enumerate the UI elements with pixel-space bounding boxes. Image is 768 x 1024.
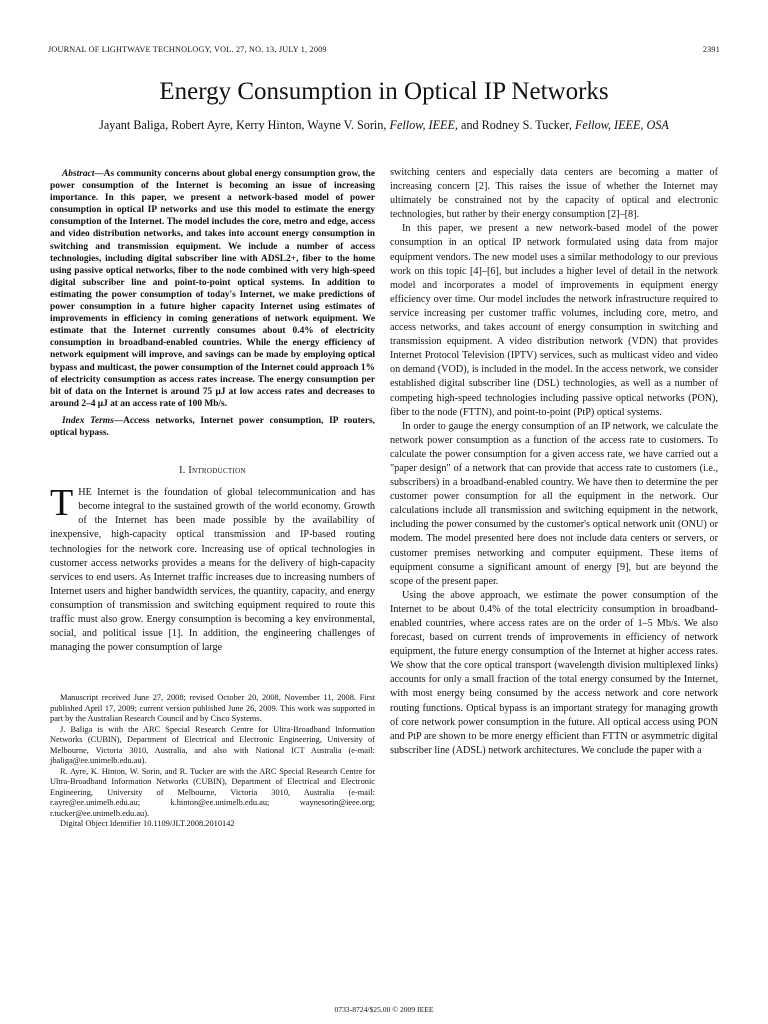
abstract — [50, 168, 375, 410]
intro-first-word: HE — [78, 487, 92, 499]
body-paragraph: In this paper, we present a new network-based model of the power consumption in an optical IP network formulated using data from major equipment vendors. The new model uses a similar methodology to our previous work on this topic [4]–[6], but includes a higher level of detail in the network model and incorporates a model of improvements in equipment energy efficiency over time. Our model includes the network infrastructure required to service increasing per customer traffic volumes, including core, metro, and access networks, and takes account of energy consumption in switching and transmission equipment. A video distribution network (VDN) that provides Internet Protocol Television (IPTV) services, such as multicast video and video on demand (VOD), is included in the model. In the access network, we consider established digital subscriber line (DSL) technologies, as well as a number of competing high-speed technologies including passive optical networks (PON), fiber to the node (FTTN), and point-to-point (PtP) optical systems. — [390, 223, 718, 418]
footnote-manuscript: Manuscript received June 27, 2008; revised October 20, 2008, November 11, 2008. First published April 17, 2009; current version published June 26, 2009. This work was supported in part by the Australian Research Council and by Cisco Systems. — [50, 693, 375, 724]
body-paragraph: Using the above approach, we estimate the power consumption of the Internet to be about 0.4% of the total electricity consumption in broadband-enabled countries, where access rates are on the order of 1–5 Mb/s. We also forecast, based on current trends of improvements in efficiency of network equipment, the future energy consumption of the Internet at higher access rates. We show that the core optical transport (wavelength division multiplexed links) accounts for only a small fraction of the total energy consumed by the Internet, with most energy being consumed by the access network and core network routing functions. Optical bypass is an important strategy for managing growth of core network power consumption in the future. All optical access using PON and PtP are shown to be more energy efficient than FTTN or asymmetric digital subscriber line (ADSL) network architectures. We conclude the paper with a — [390, 589, 718, 756]
section-heading: I. Introduction — [179, 465, 246, 477]
tucker-affiliation: Fellow, IEEE, OSA — [574, 118, 669, 132]
running-header — [48, 45, 720, 54]
author-line — [0, 118, 768, 133]
footnote-baliga: J. Baliga is with the ARC Special Research Centre for Ultra-Broadband Information Networks (CUBIN), Department of Electrical and Electronic Engineering, University of Melbourne, Victoria 3010, Australia, and also with National ICT Australia (e-mail: jbaliga@ee.unimelb.edu.au). — [50, 724, 375, 766]
right-column — [390, 166, 718, 758]
footnote-coauthors: R. Ayre, K. Hinton, W. Sorin, and R. Tucker are with the ARC Special Research Centre for Ultra-Broadband Information Networks (CUBIN), Department of Electrical and Electronic Engineering, University of Melbourne, Victoria 3010, Australia (e-mail: r.ayre@ee.unimelb.edu.au; k.hinton@ee.unimelb.edu.au; waynesorin@ieee.org; r.tucker@ee.unimelb.edu.au). — [50, 766, 375, 818]
index-terms-text: —Access networks, Internet power consumption, IP routers, optical bypass. — [50, 415, 376, 438]
author-names: Jayant Baliga, Robert Ayre, Kerry Hinton, Wayne V. Sorin, — [99, 118, 390, 132]
abstract-text: —As community concerns about global energy consumption grow, the power consumption of the Internet is becoming an issue of increasing importance. In this paper, we present a network-based model of power consumption in optical IP networks and use this model to estimate the energy consumption of the Internet. The model includes the core, metro and edge, access and video distribution networks, and takes into account energy consumption in switching and transmission equipment. We include a number of access technologies, including digital subscriber line with ADSL2+, fiber to the home using passive optical networks, fiber to the node combined with very high-speed digital subscriber line and point-to-point optical systems. In addition to estimating the power consumption of today's Internet, we make predictions of power consumption in a future higher capacity Internet using estimates of improvements in efficiency in coming generations of network equipment. We estimate that the Internet currently consumes about 0.4% of electricity consumption in broadband-enabled countries. While the energy efficiency of network equipment will improve, and savings can be made by employing optical bypass and multicast, the power consumption of the Internet could approach 1% of electricity consumption as access rates increase. The energy consumption per bit of data on the Internet is around 75 μJ at low access rates and decreases to around 2–4 μJ at an access rate of 100 Mb/s. — [50, 169, 375, 409]
intro-paragraph — [50, 482, 375, 655]
left-column — [50, 166, 375, 830]
page-number: 2391 — [702, 45, 720, 54]
footnotes — [50, 693, 375, 830]
intro-text: Internet is the foundation of global telecommunication and has become integral to the sustained growth of the world economy. Growth of the Internet has been made possible by the availability of inexpensive, high-capacity optical transmission and IP-based routing technologies for the network core. Increasing use of optical technologies in customer access networks provides a means for the delivery of high-capacity services to end users. As Internet traffic increases due to increasing numbers of Internet users and higher bandwidth services, the quantity, capacity, and energy consumption of transmission and switching equipment required to route this traffic must also grow. Energy consumption is becoming a key environmental, social, and political issue [1]. In addition, the engineering challenges of managing the power consumption of large — [50, 487, 375, 654]
body-paragraph: switching centers and especially data centers are becoming a matter of increasing concern [2]. This raises the issue of whether the Internet may ultimately be constrained not by the capacity of optical and electronic technologies, but rather by their energy consumption [2]–[8]. — [390, 167, 718, 221]
copyright-footer: 0733-8724/$25.00 © 2009 IEEE — [334, 1005, 434, 1014]
paper-title: Energy Consumption in Optical IP Networks — [159, 78, 609, 105]
body-paragraph: In order to gauge the energy consumption of an IP network, we calculate the network power consumption as a function of the access rate to customers. To calculate the power consumption for a given access rate, we have carried out a "paper design" of a network that can provide that access rate to customers (i.e., subscribers) in a broadband-enabled country. We have then to determine the per customer power consumption for all the equipment in the network. Our calculations include all transmission and switching equipment in the network, including the power consumed by the customer's optical network unit (ONU) or modem. The model presented here does not include data centers or servers, or customer premises networking and computer equipment. These items of equipment consume a significant amount of energy [9], but are beyond the scope of the present paper. — [390, 420, 718, 587]
sorin-affiliation: Fellow, IEEE, — [389, 118, 458, 132]
drop-cap: T — [50, 482, 74, 525]
index-terms — [50, 415, 375, 439]
journal-citation: JOURNAL OF LIGHTWAVE TECHNOLOGY, VOL. 27, NO. 13, JULY 1, 2009 — [48, 45, 327, 54]
footnote-doi: Digital Object Identifier 10.1109/JLT.2008.2010142 — [60, 819, 235, 829]
index-terms-label: Index Terms — [62, 415, 114, 426]
abstract-label: Abstract — [62, 169, 95, 179]
author-tucker: and Rodney S. Tucker, — [457, 118, 575, 132]
